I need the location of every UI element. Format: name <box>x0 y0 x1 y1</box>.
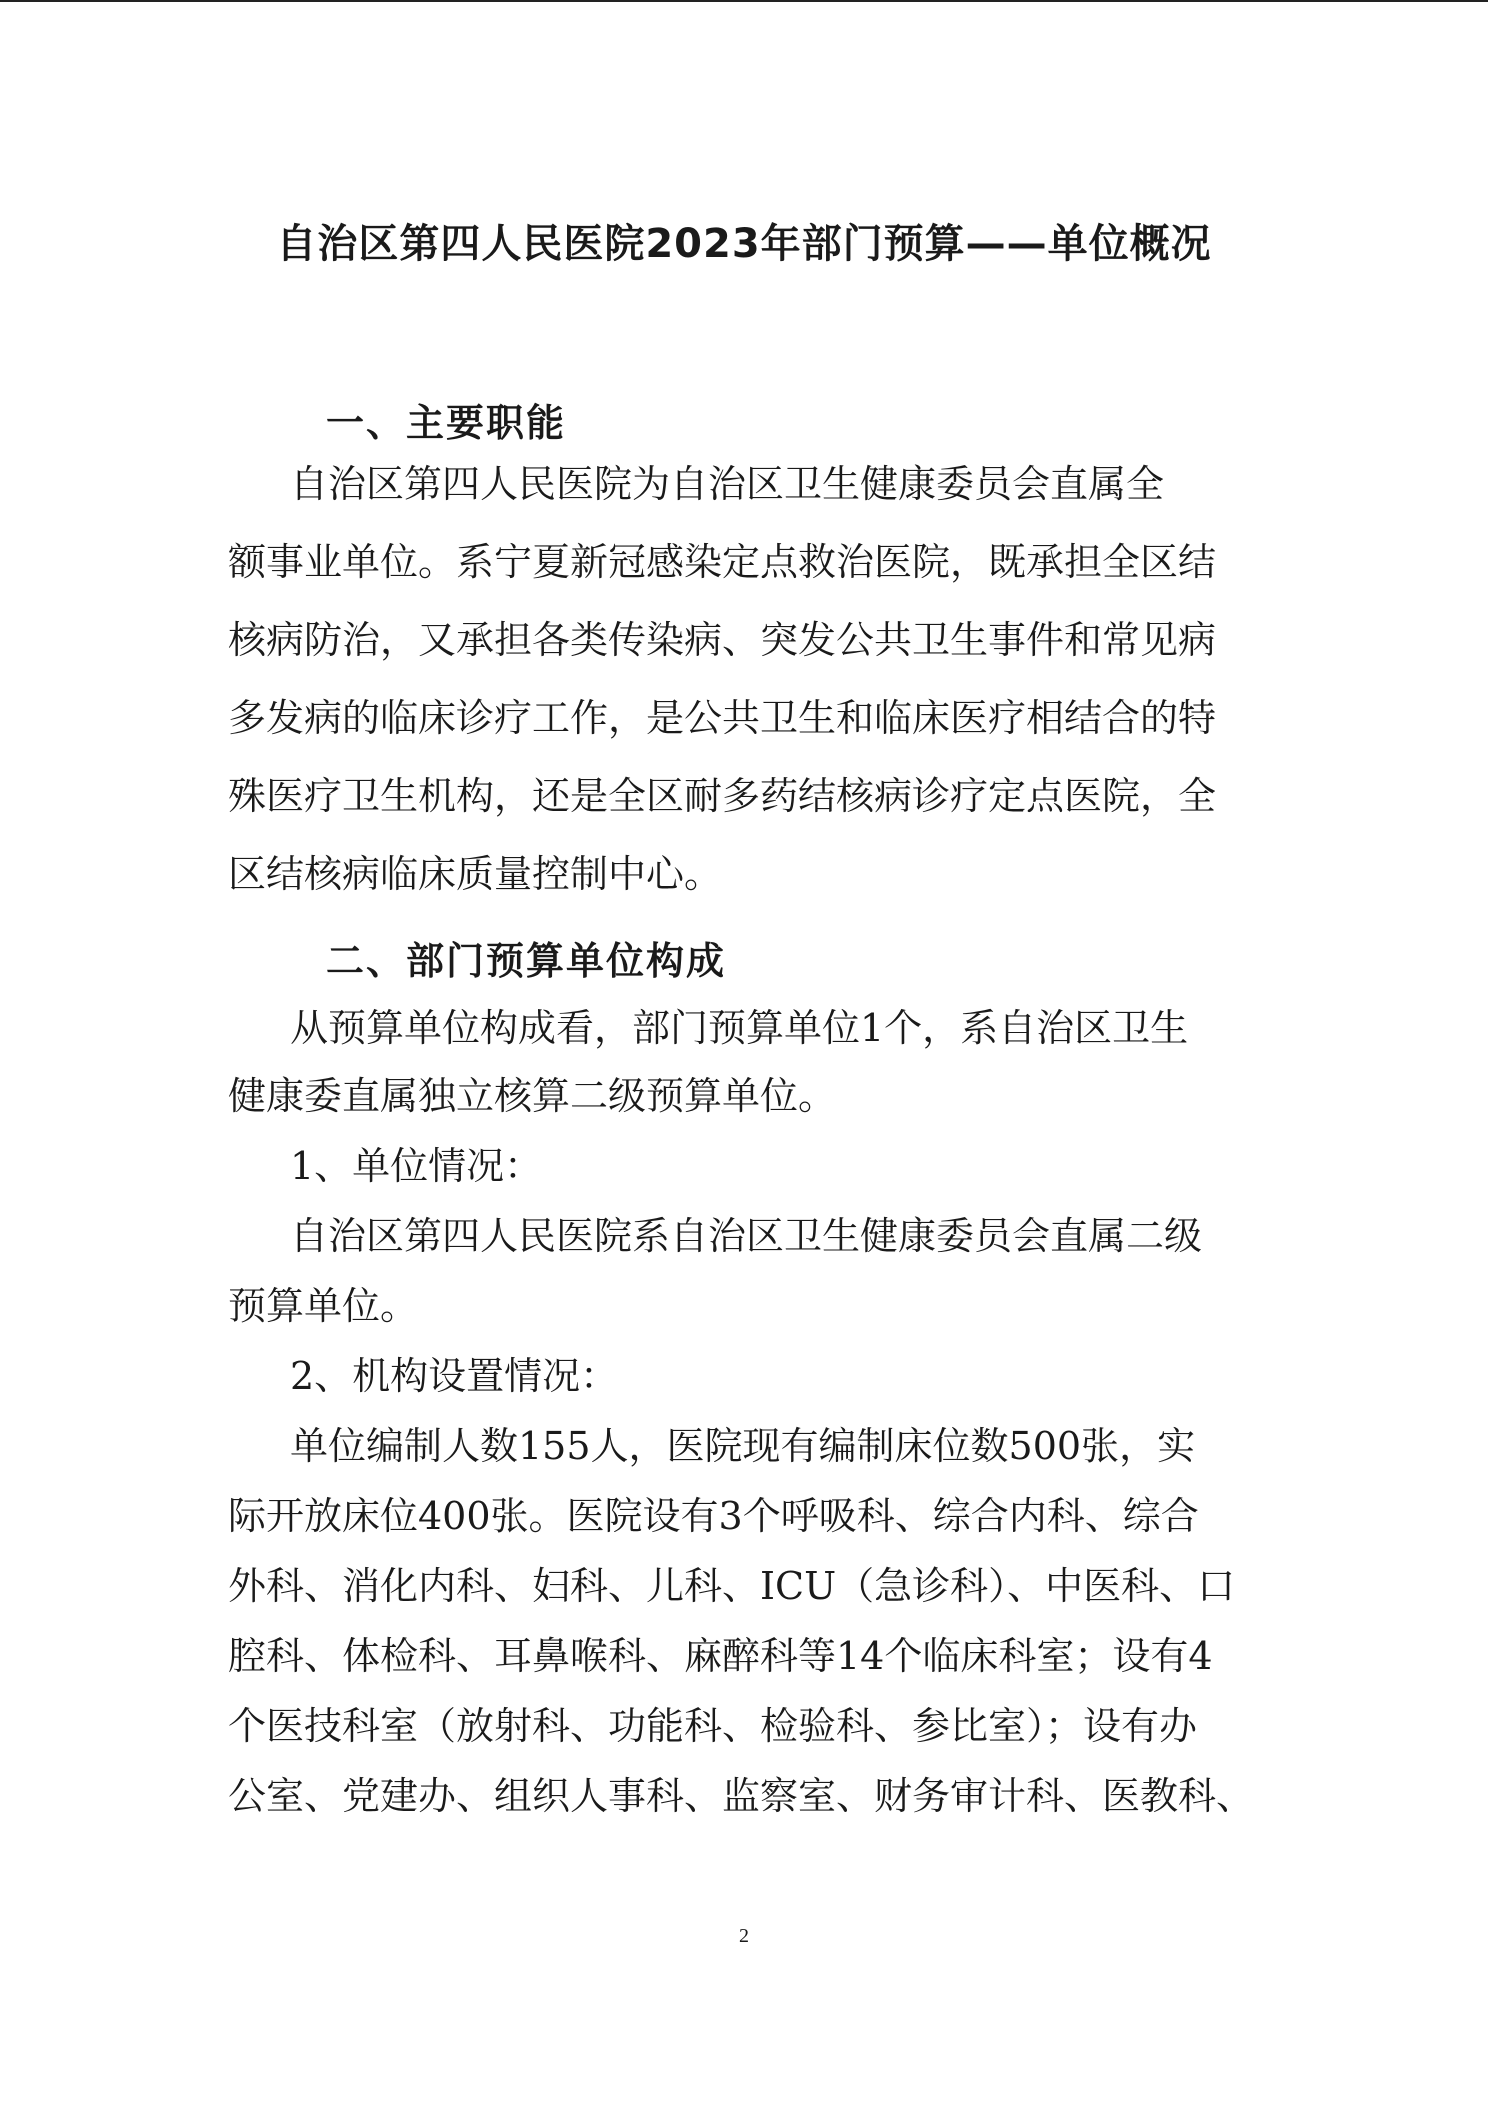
subheading-organization-setup: 2、机构设置情况： <box>290 1354 619 1398</box>
paragraph-line: 单位编制人数155人，医院现有编制床位数500张，实 <box>290 1424 1196 1468</box>
paragraph-line: 预算单位。 <box>228 1284 419 1328</box>
paragraph-line: 从预算单位构成看，部门预算单位1个，系自治区卫生 <box>290 1006 1189 1050</box>
paragraph-line: 自治区第四人民医院系自治区卫生健康委员会直属二级 <box>290 1214 1203 1258</box>
paragraph-line: 健康委直属独立核算二级预算单位。 <box>228 1074 837 1118</box>
paragraph-line: 自治区第四人民医院为自治区卫生健康委员会直属全 <box>290 462 1165 506</box>
paragraph-line: 腔科、体检科、耳鼻喉科、麻醉科等14个临床科室；设有4 <box>228 1634 1213 1678</box>
page-number: 2 <box>739 1925 749 1947</box>
section-1-heading: 一、主要职能 <box>326 401 567 445</box>
paragraph-line: 公室、党建办、组织人事科、监察室、财务审计科、医教科、 <box>228 1774 1255 1818</box>
subheading-unit-situation: 1、单位情况： <box>290 1144 543 1188</box>
paragraph-line: 殊医疗卫生机构，还是全区耐多药结核病诊疗定点医院，全 <box>228 774 1217 818</box>
top-border-line <box>0 0 1488 2</box>
page-title: 自治区第四人民医院2023年部门预算——单位概况 <box>276 221 1212 267</box>
paragraph-line: 外科、消化内科、妇科、儿科、ICU（急诊科）、中医科、口 <box>228 1564 1236 1608</box>
paragraph-line: 额事业单位。系宁夏新冠感染定点救治医院，既承担全区结 <box>228 540 1217 584</box>
paragraph-line: 多发病的临床诊疗工作，是公共卫生和临床医疗相结合的特 <box>228 696 1217 740</box>
paragraph-line: 核病防治，又承担各类传染病、突发公共卫生事件和常见病 <box>228 618 1217 662</box>
paragraph-line: 个医技科室（放射科、功能科、检验科、参比室）；设有办 <box>228 1704 1198 1748</box>
section-2-heading: 二、部门预算单位构成 <box>326 939 727 983</box>
paragraph-line: 际开放床位400张。医院设有3个呼吸科、综合内科、综合 <box>228 1494 1199 1538</box>
paragraph-line: 区结核病临床质量控制中心。 <box>228 852 723 896</box>
